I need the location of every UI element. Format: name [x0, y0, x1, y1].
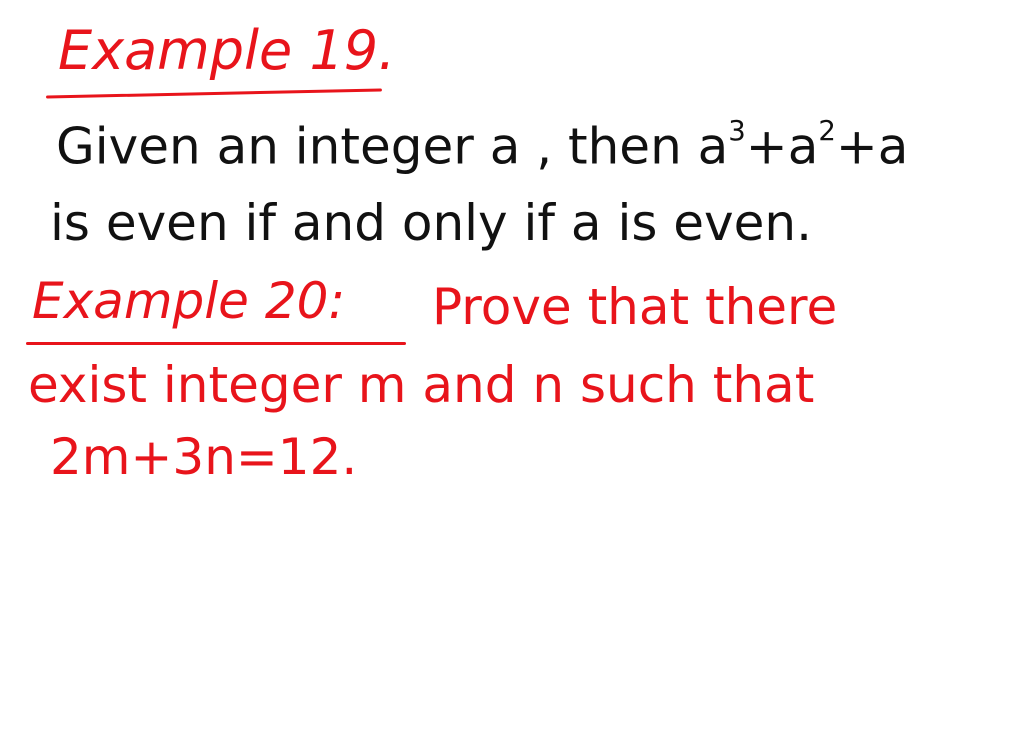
example-19-line-1-end: +a: [835, 117, 909, 176]
example-20-line-1: Prove that there: [432, 278, 838, 336]
example-20-line-2: exist integer m and n such that: [28, 356, 815, 414]
example-19-underline: [46, 88, 382, 98]
example-19-line-1: [56, 115, 909, 176]
example-19-exponent-3: 3: [728, 115, 746, 147]
example-20-line-3: 2m+3n=12.: [50, 428, 358, 486]
example-19-line-1-text: Given an integer a , then a: [56, 117, 729, 176]
example-19-heading: Example 19.: [58, 19, 396, 82]
example-20-underline: [26, 342, 406, 345]
example-19-line-2: is even if and only if a is even.: [50, 194, 812, 252]
example-20-heading: Example 20:: [32, 272, 346, 330]
example-19-exponent-2: 2: [818, 115, 836, 147]
example-19-line-1-mid: +a: [745, 117, 819, 176]
